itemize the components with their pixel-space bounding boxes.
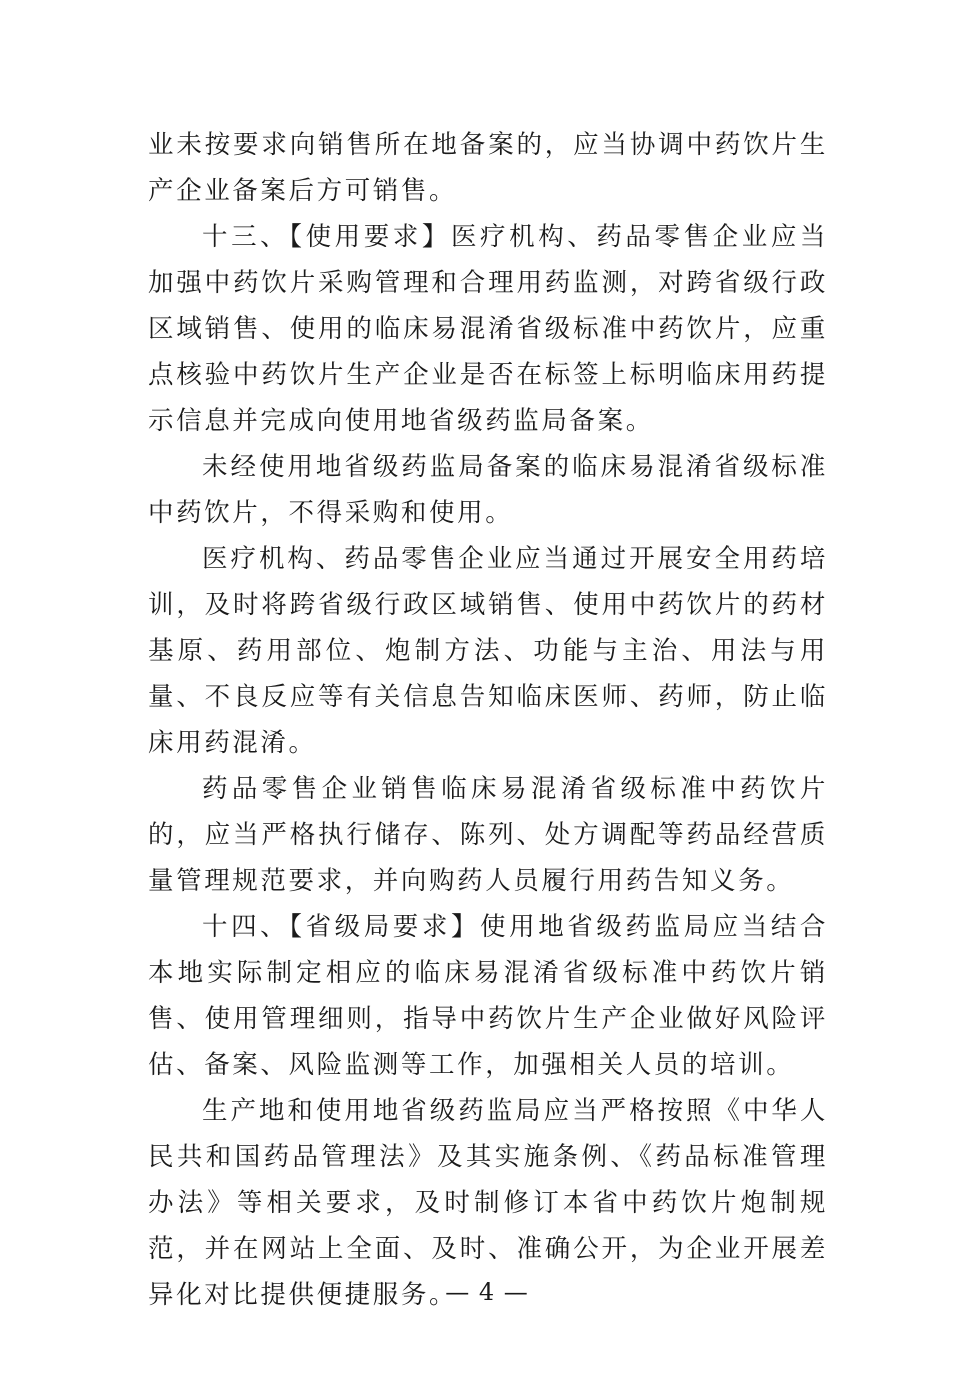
page-number: — 4 — <box>445 1278 529 1306</box>
paragraph-continuation: 业未按要求向销售所在地备案的，应当协调中药饮片生产企业备案后方可销售。 <box>148 130 828 206</box>
paragraph-section-14: 十四、【省级局要求】使用地省级药监局应当结合本地实际制定相应的临床易混淆省级标准中药饮片销售、使用管理细则，指导中药饮片生产企业做好风险评估、备案、风险监测等工作，加强相关人员的培训。 <box>148 912 828 1080</box>
document-body <box>148 122 828 1318</box>
paragraph: 药品零售企业销售临床易混淆省级标准中药饮片的，应当严格执行储存、陈列、处方调配等药品经营质量管理规范要求，并向购药人员履行用药告知义务。 <box>148 774 828 896</box>
paragraph: 生产地和使用地省级药监局应当严格按照《中华人民共和国药品管理法》及其实施条例、《药品标准管理办法》等相关要求，及时制修订本省中药饮片炮制规范，并在网站上全面、及时、准确公开，为企业开展差异化对比提供便捷服务。 <box>148 1096 828 1310</box>
paragraph: 未经使用地省级药监局备案的临床易混淆省级标准中药饮片，不得采购和使用。 <box>148 452 828 528</box>
paragraph-section-13: 十三、【使用要求】医疗机构、药品零售企业应当加强中药饮片采购管理和合理用药监测，对跨省级行政区域销售、使用的临床易混淆省级标准中药饮片，应重点核验中药饮片生产企业是否在标签上标明临床用药提示信息并完成向使用地省级药监局备案。 <box>148 222 828 436</box>
paragraph: 医疗机构、药品零售企业应当通过开展安全用药培训，及时将跨省级行政区域销售、使用中药饮片的药材基原、药用部位、炮制方法、功能与主治、用法与用量、不良反应等有关信息告知临床医师、药师，防止临床用药混淆。 <box>148 544 828 758</box>
